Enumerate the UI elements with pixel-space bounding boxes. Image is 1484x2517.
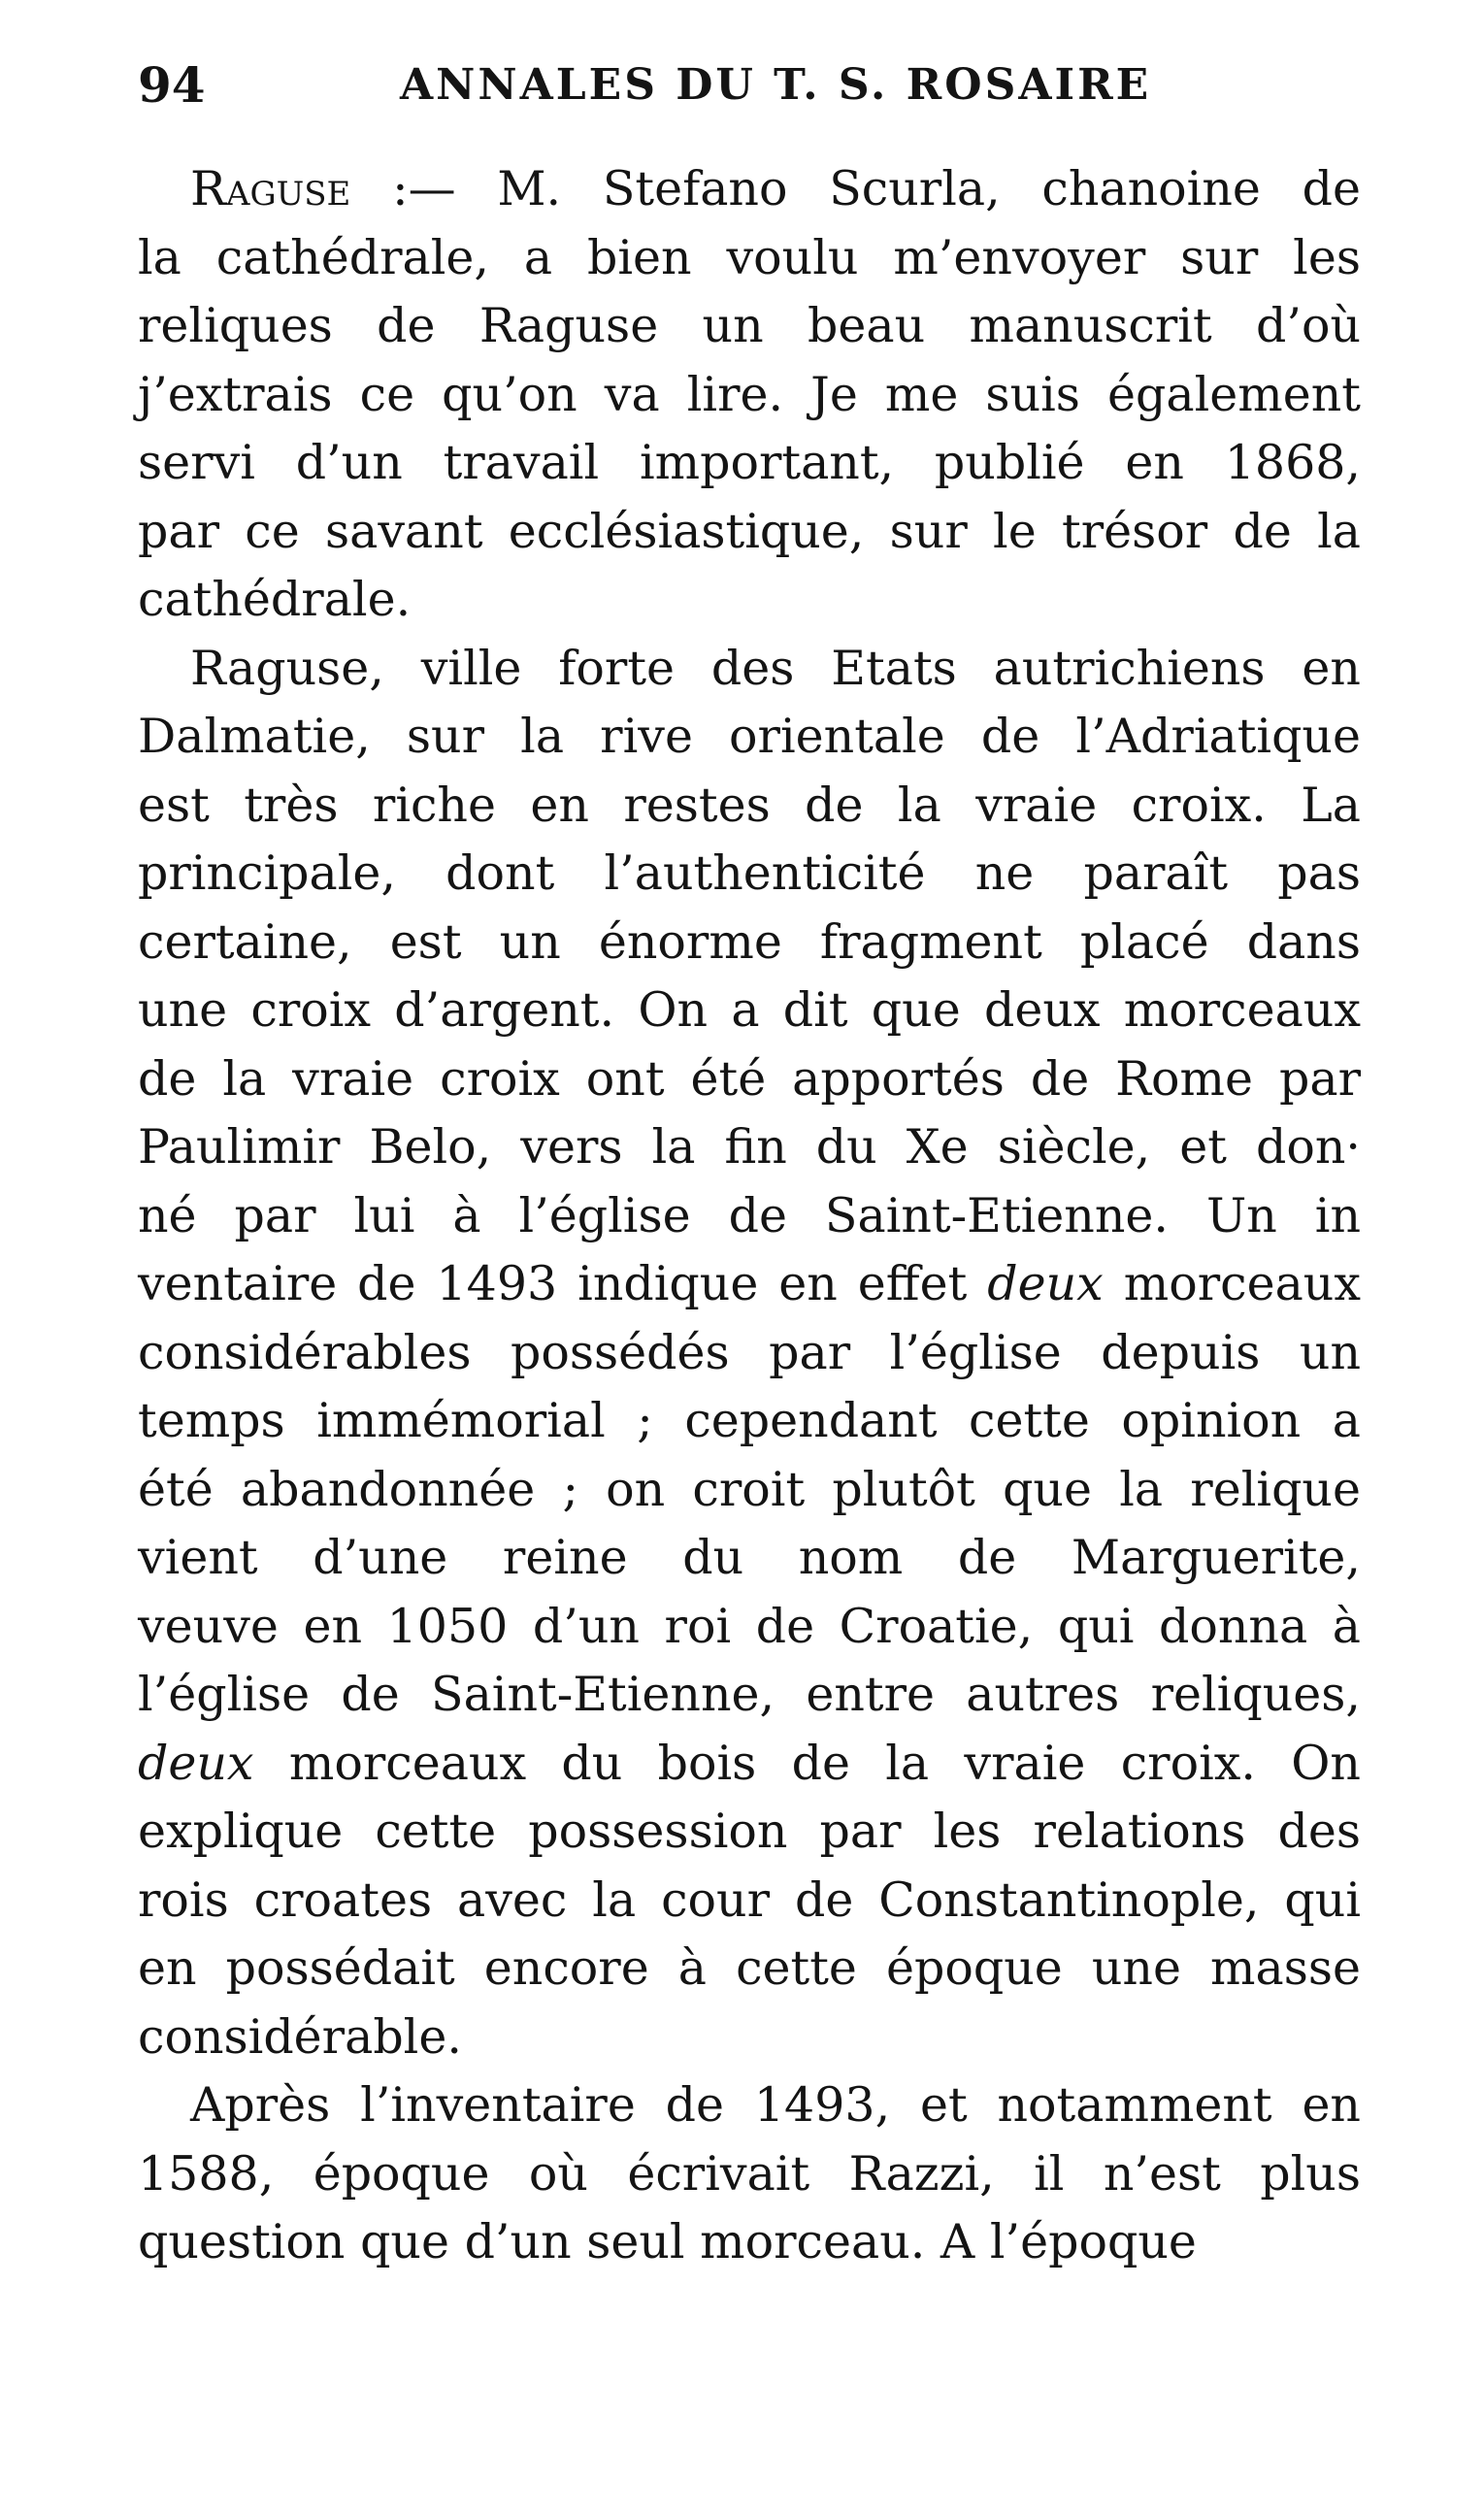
text-segment: cathédrale.: [138, 572, 412, 627]
text-segment: Paulimir Belo, vers la fin du Xe siècle, et don·: [138, 1119, 1361, 1175]
text-line: [138, 1661, 1361, 1730]
text-segment: principale, dont l’authenticité ne paraît pas: [138, 845, 1361, 901]
text-segment: né par lui à l’église de Saint-Etienne. Un in: [138, 1187, 1361, 1243]
text-line: [138, 224, 1361, 293]
text-segment: explique cette possession par les relations des: [138, 1804, 1361, 1859]
text-line: [138, 2208, 1361, 2277]
text-segment: rois croates avec la cour de Constantinople, qui: [138, 1871, 1361, 1928]
text-segment: vient d’une reine du nom de Marguerite,: [138, 1530, 1361, 1585]
text-segment: en possédait encore à cette époque une masse: [138, 1940, 1361, 1996]
text-line: [138, 429, 1361, 498]
text-segment: deux: [987, 1256, 1104, 1311]
text-line: [138, 635, 1361, 704]
text-segment: par ce savant ecclésiastique, sur le trésor de la: [138, 503, 1361, 559]
text-line: [138, 703, 1361, 772]
text-segment: la cathédrale, a bien voulu m’envoyer sur les: [138, 229, 1361, 285]
text-segment: certaine, est un énorme fragment placé dans: [138, 913, 1361, 970]
text-line: [138, 498, 1361, 567]
text-segment: été abandonnée ; on croit plutôt que la relique: [138, 1461, 1361, 1517]
text-line: [138, 772, 1361, 841]
text-line: [138, 1182, 1361, 1251]
text-segment: :— M. Stefano Scurla, chanoine de: [350, 161, 1361, 216]
page-number: 94: [138, 56, 206, 114]
text-segment: une croix d’argent. On a dit que deux morceaux: [138, 982, 1361, 1038]
text-line: [138, 1113, 1361, 1182]
paragraph: [138, 2071, 1361, 2277]
body-text: [138, 155, 1361, 2277]
text-line: [138, 1387, 1361, 1456]
text-line: [138, 1319, 1361, 1388]
text-segment: reliques de Raguse un beau manuscrit d’où: [138, 298, 1361, 353]
text-segment: j’extrais ce qu’on va lire. Je me suis également: [138, 366, 1361, 422]
text-line: [138, 977, 1361, 1045]
text-segment: morceaux: [1103, 1256, 1361, 1311]
text-segment: deux: [138, 1735, 254, 1791]
text-line: [138, 1524, 1361, 1593]
text-line: [138, 566, 1361, 635]
text-segment: morceaux du bois de la vraie croix. On: [253, 1735, 1361, 1791]
text-segment: Raguse: [190, 161, 351, 216]
paragraph: [138, 155, 1361, 635]
text-segment: de la vraie croix ont été apportés de Rome par: [138, 1050, 1361, 1107]
text-segment: question que d’un seul morceau. A l’époque: [138, 2214, 1197, 2269]
text-line: [138, 2071, 1361, 2140]
text-line: [138, 909, 1361, 977]
text-line: [138, 1456, 1361, 1525]
text-line: [138, 2140, 1361, 2209]
text-segment: l’église de Saint-Etienne, entre autres reliques,: [138, 1667, 1361, 1722]
text-segment: 1588, époque où écrivait Razzi, il n’est plus: [138, 2145, 1361, 2202]
text-segment: considérable.: [138, 2008, 462, 2065]
text-line: [138, 2004, 1361, 2072]
running-title: ANNALES DU T. S. ROSAIRE: [400, 60, 1152, 110]
text-line: [138, 155, 1361, 224]
text-segment: est très riche en restes de la vraie croix. La: [138, 777, 1361, 833]
text-segment: ventaire de 1493 indique en effet: [138, 1256, 988, 1311]
text-line: [138, 1730, 1361, 1799]
text-segment: temps immémorial ; cependant cette opinion a: [138, 1393, 1361, 1448]
text-segment: veuve en 1050 d’un roi de Croatie, qui donna à: [138, 1598, 1361, 1654]
text-line: [138, 1593, 1361, 1662]
text-line: [138, 292, 1361, 361]
text-segment: servi d’un travail important, publié en 1868,: [138, 435, 1361, 490]
text-segment: considérables possédés par l’église depuis un: [138, 1324, 1361, 1380]
text-line: [138, 361, 1361, 430]
page-header: [138, 47, 1361, 124]
text-line: [138, 1250, 1361, 1319]
text-line: [138, 1045, 1361, 1114]
text-line: [138, 1798, 1361, 1867]
text-segment: Après l’inventaire de 1493, et notamment en: [190, 2077, 1361, 2133]
text-segment: Raguse, ville forte des Etats autrichiens en: [190, 640, 1361, 696]
text-segment: Dalmatie, sur la rive orientale de l’Adriatique: [138, 709, 1361, 764]
text-line: [138, 1935, 1361, 2004]
text-line: [138, 840, 1361, 909]
paragraph: [138, 635, 1361, 2072]
text-line: [138, 1867, 1361, 1936]
